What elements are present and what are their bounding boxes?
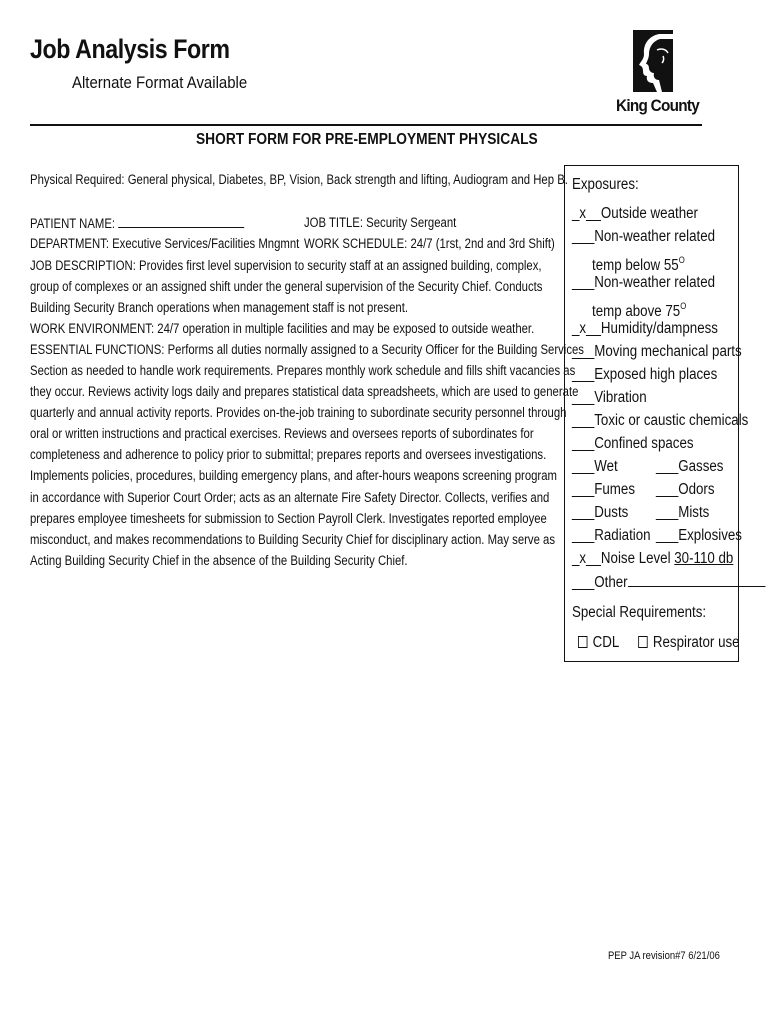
king-county-wordmark: King County (616, 96, 700, 115)
king-county-logo-icon (633, 30, 673, 92)
exposure-wet: ___Wet (572, 458, 618, 475)
cdl-checkbox[interactable] (578, 636, 587, 648)
body-line: misconduct, and makes recommendations to Building Security Chief for disciplinary action. May serve as (30, 532, 556, 547)
body-line: ESSENTIAL FUNCTIONS: Performs all duties normally assigned to a Security Officer for the Building Services (30, 342, 584, 357)
exposure-mists: ___Mists (656, 504, 710, 521)
form-heading: SHORT FORM FOR PRE-EMPLOYMENT PHYSICALS (196, 131, 538, 148)
exposure-nonweather-above: ___Non-weather related (572, 274, 716, 291)
patient-name-row (30, 215, 244, 232)
body-line: JOB DESCRIPTION: Provides first level supervision to security staff at an assigned building, complex, (30, 258, 542, 273)
body-line: Building Security Branch operations when management staff is not present. (30, 300, 409, 315)
exposure-explosives: ___Explosives (656, 527, 742, 544)
exposure-toxic: ___Toxic or caustic chemicals (572, 412, 749, 429)
respirator-checkbox[interactable] (638, 636, 647, 648)
body-line: Acting Building Security Chief in the absence of the Building Security Chief. (30, 553, 408, 568)
exposure-fumes: ___Fumes (572, 481, 635, 498)
exposure-dusts: ___Dusts (572, 504, 629, 521)
exposure-odors: ___Odors (656, 481, 715, 498)
king-county-logo (616, 30, 700, 122)
exposure-gasses: ___Gasses (656, 458, 724, 475)
body-line: prepares employee timesheets for submission to Section Payroll Clerk. Investigates reported employee (30, 511, 547, 526)
special-requirements-row (578, 634, 740, 652)
special-requirements-title: Special Requirements: (572, 604, 707, 621)
body-line: WORK ENVIRONMENT: 24/7 operation in multiple facilities and may be exposed to outside weather. (30, 321, 535, 336)
body-line: oral or written instructions and practical exercises. Reviews and oversees reports of subordinates for (30, 426, 534, 441)
exposure-temp-below: temp below $55^O$ (592, 255, 685, 274)
exposure-other: ___Other (572, 573, 765, 592)
exposure-moving-parts: ___Moving mechanical parts (572, 343, 742, 360)
exposure-vibration: ___Vibration (572, 389, 647, 406)
revision-note: PEP JA revision#7 6/21/06 (608, 950, 720, 962)
exposure-radiation: ___Radiation (572, 527, 651, 544)
form-title: Job Analysis Form (30, 34, 230, 64)
body-line: quarterly and annual activity reports. Provides on-the-job training to subordinate security personnel through (30, 405, 567, 420)
patient-name-label: PATIENT NAME: (30, 216, 116, 231)
exposure-noise-level: _x__Noise Level 30-110 db (572, 550, 734, 567)
body-line: Implements policies, procedures, building emergency plans, and after-hours weapons screening program (30, 468, 557, 483)
exposure-confined: ___Confined spaces (572, 435, 694, 452)
patient-name-field[interactable] (118, 215, 244, 228)
exposure-temp-above: temp above $75^O$ (592, 301, 687, 320)
cdl-label: CDL (592, 634, 619, 651)
alternate-format-note: Alternate Format Available (72, 73, 248, 92)
noise-level-value: 30-110 db (674, 550, 734, 567)
job-title: JOB TITLE: Security Sergeant (304, 215, 457, 230)
header-divider (30, 124, 702, 126)
work-schedule: WORK SCHEDULE: 24/7 (1rst, 2nd and 3rd Shift) (304, 236, 555, 251)
physical-required: Physical Required: General physical, Diabetes, BP, Vision, Back strength and lifting, Audiogram and Hep B. (30, 172, 568, 187)
department: DEPARTMENT: Executive Services/Facilities Mngmnt (30, 236, 300, 251)
exposure-nonweather-below: ___Non-weather related (572, 228, 716, 245)
body-line: completeness and adherence to policy prior to submittal; prepares reports and oversees investigations. (30, 447, 547, 462)
exposures-title: Exposures: (572, 176, 639, 193)
exposure-humidity: _x__Humidity/dampness (572, 320, 718, 337)
respirator-label: Respirator use (652, 634, 740, 651)
body-line: group of complexes or an assigned shift under the general supervision of the Security Chief. Conducts (30, 279, 543, 294)
exposure-high-places: ___Exposed high places (572, 366, 718, 383)
body-line: Section as needed to handle work requirements. Prepares monthly work schedule and fills shift vacancies as (30, 363, 576, 378)
body-line: they occur. Reviews activity logs daily and prepares statistical data spreadsheets, which are used to generate (30, 384, 579, 399)
body-line: in accordance with Superior Court Order; acts as an alternate Fire Safety Director. Collects, verifies and (30, 490, 550, 505)
exposure-outside-weather: _x__Outside weather (572, 205, 698, 222)
